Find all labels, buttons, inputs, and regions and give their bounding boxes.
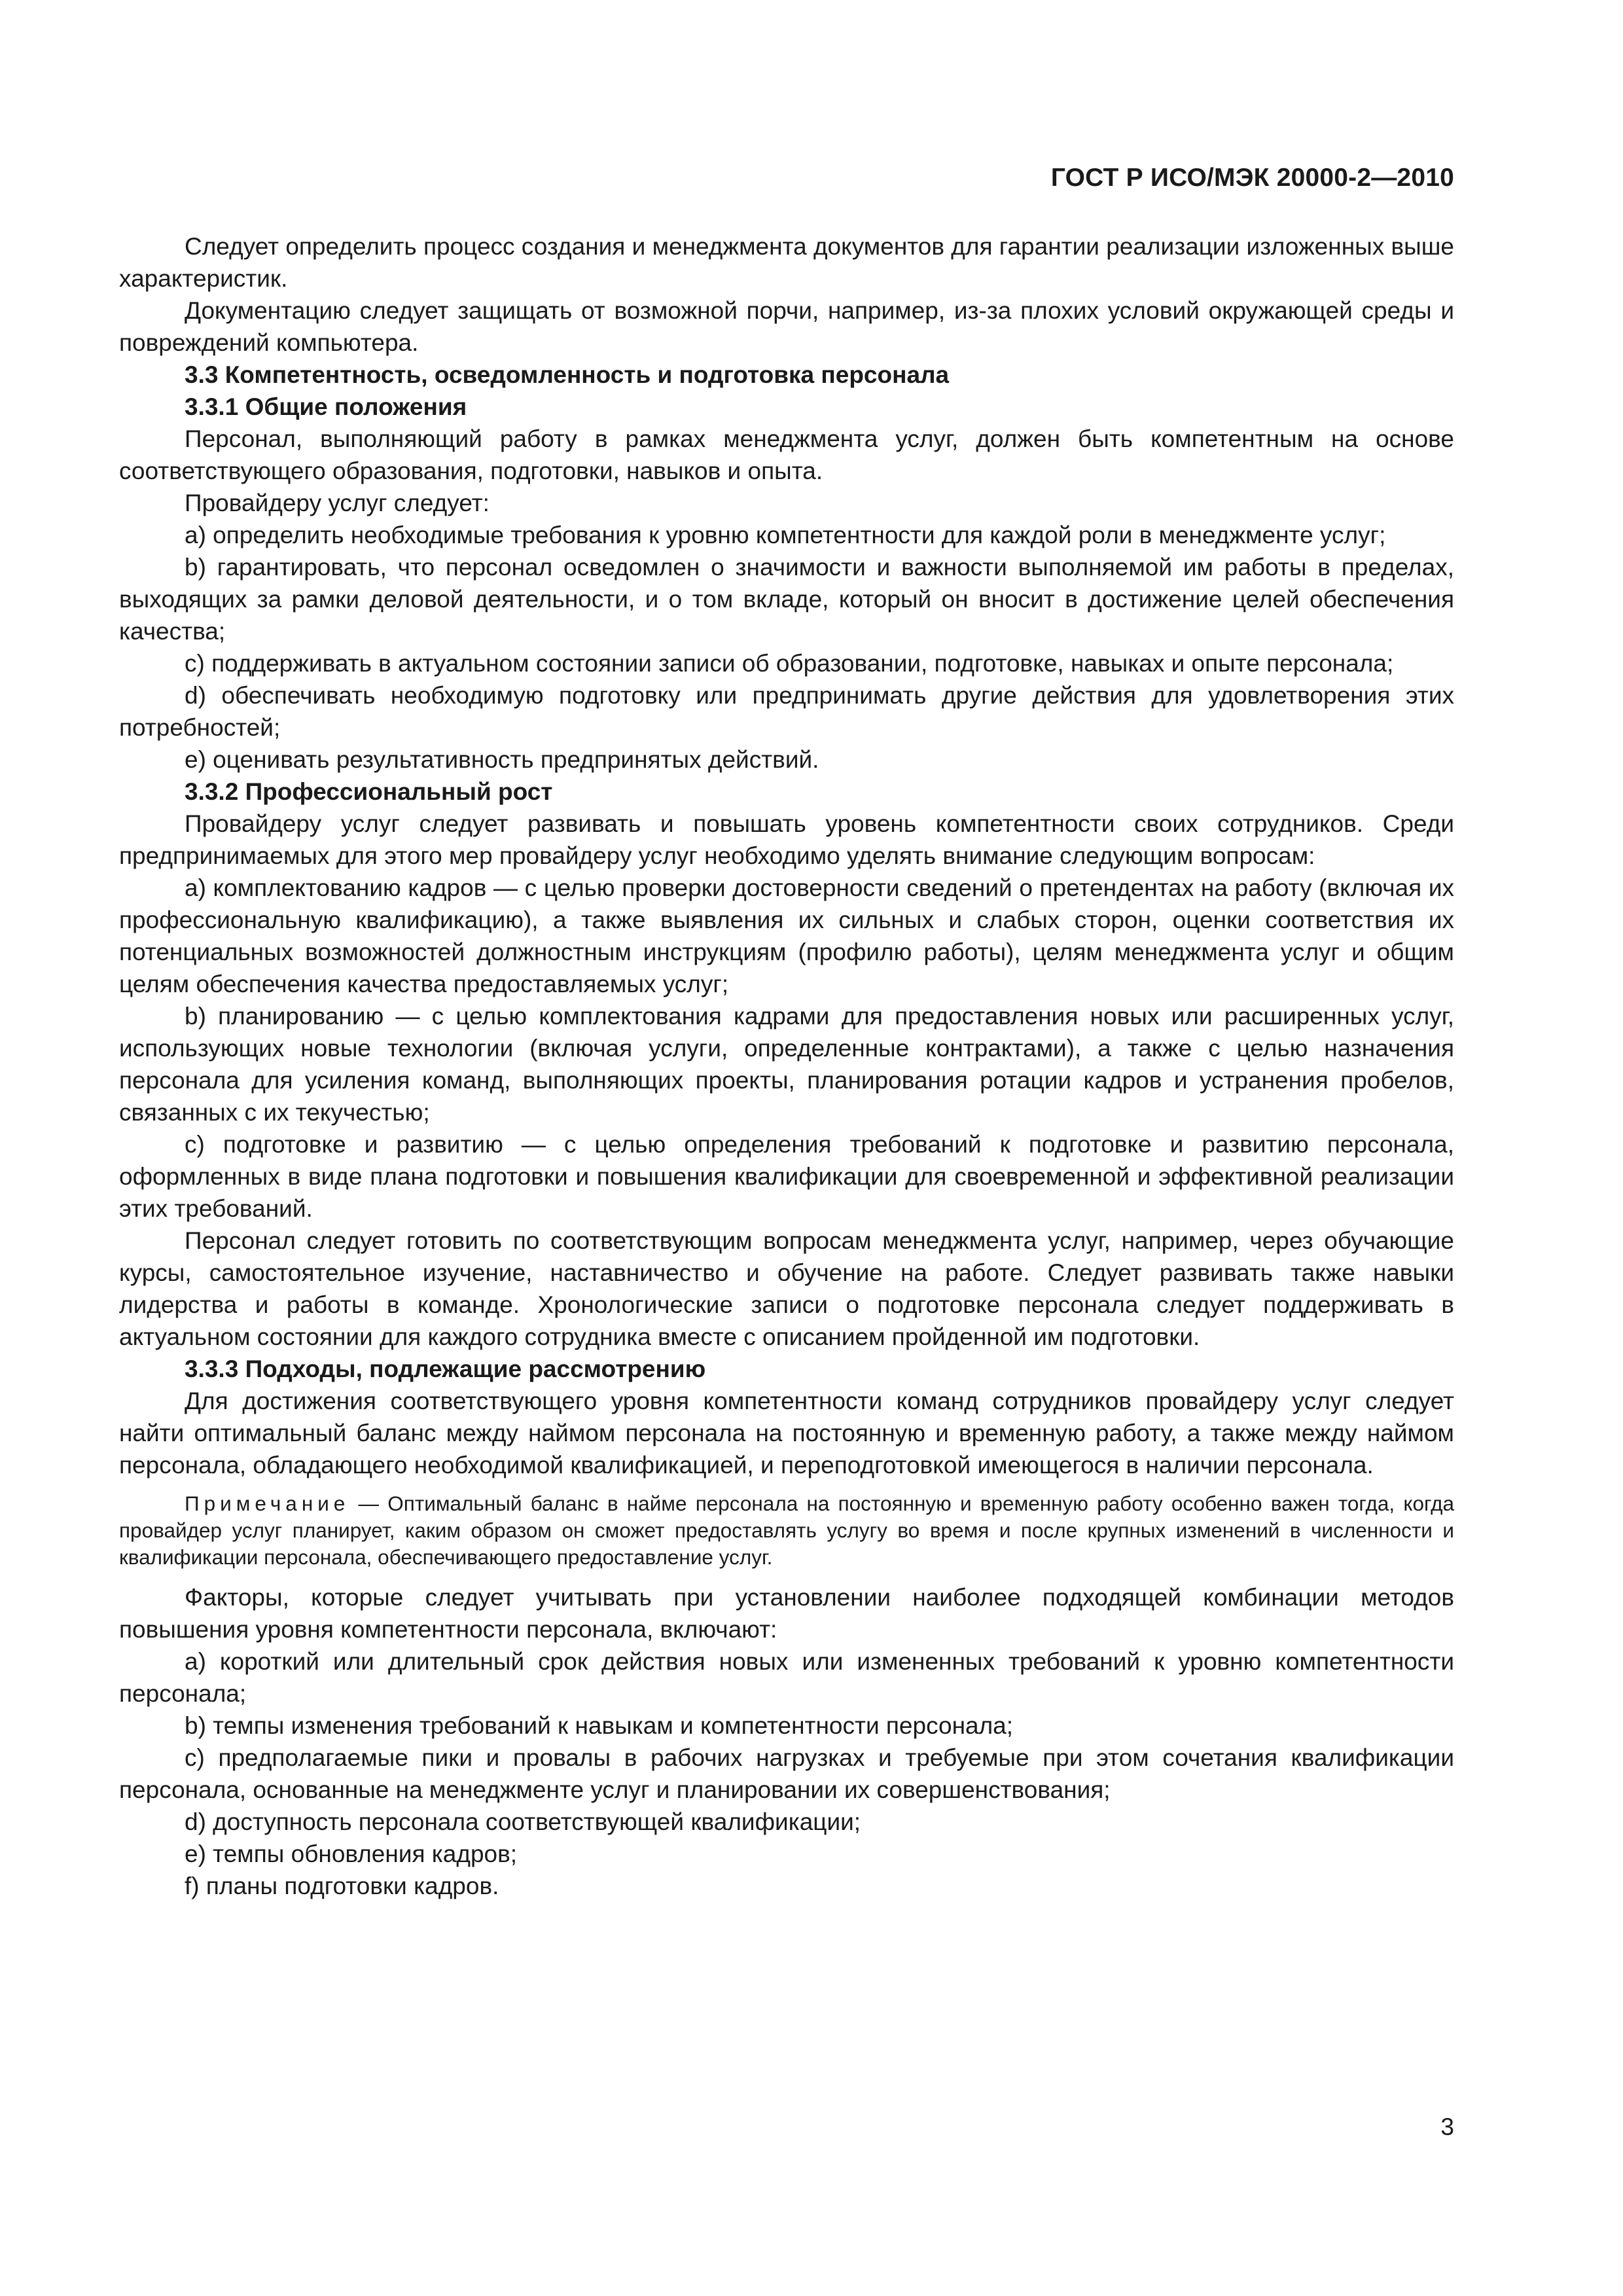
section-heading-3-3-1: 3.3.1 Общие положения — [185, 393, 467, 420]
section-heading-3-3: 3.3 Компетентность, осведомленность и подготовка персонала — [185, 361, 950, 388]
note-block — [119, 1490, 1454, 1571]
section-heading-3-3-3: 3.3.3 Подходы, подлежащие рассмотрению — [185, 1355, 706, 1382]
list-item: b) планированию — с целью комплектования кадрами для предоставления новых или расширенных услуг, использующих новые технологии (включая услуги, определенные контрактами), а также с целью назначения персонала для усиления команд, выполняющих проекты, планирования ротации кадров и устранения пробелов, связанных с их текучестью; — [119, 1003, 1454, 1126]
page-number: 3 — [1440, 2113, 1454, 2140]
list-item: d) доступность персонала соответствующей квалификации; — [185, 1808, 861, 1835]
paragraph: Персонал, выполняющий работу в рамках менеджмента услуг, должен быть компетентным на основе соответствующего образования, подготовки, навыков и опыта. — [119, 425, 1454, 484]
list-item: e) темпы обновления кадров; — [185, 1840, 518, 1867]
paragraph: Персонал следует готовить по соответствующим вопросам менеджмента услуг, например, через обучающие курсы, самостоятельное изучение, наставничество и обучение на работе. Следует развивать также навыки лидерства и работы в команде. Хронологические записи о подготовке персонала следует поддерживать в актуальном состоянии для каждого сотрудника вместе с описанием пройденной им подготовки. — [119, 1227, 1454, 1350]
list-item: f) планы подготовки кадров. — [185, 1873, 499, 1899]
paragraph: Провайдеру услуг следует: — [185, 490, 490, 516]
list-item: c) предполагаемые пики и провалы в рабочих нагрузках и требуемые при этом сочетания квалификации персонала, основанные на менеджменте услуг и планировании их совершенствования; — [119, 1744, 1454, 1803]
list-item: b) темпы изменения требований к навыкам и компетентности персонала; — [185, 1712, 1014, 1739]
document-page — [119, 0, 1454, 2296]
list-item: b) гарантировать, что персонал осведомлен о значимости и важности выполняемой им работы в пределах, выходящих за рамки деловой деятельности, и о том вкладе, который он вносит в достижение целей обеспечения качества; — [119, 554, 1454, 645]
paragraph: Факторы, которые следует учитывать при установлении наиболее подходящей комбинации методов повышения уровня компетентности персонала, включают: — [119, 1584, 1454, 1643]
document-code-header: ГОСТ Р ИСО/МЭК 20000-2—2010 — [1050, 164, 1454, 192]
section-heading-3-3-2: 3.3.2 Профессиональный рост — [185, 778, 553, 805]
note-text: — Оптимальный баланс в найме персонала на постоянную и временную работу особенно важен тогда, когда провайдер услуг планирует, каким образом он сможет предоставлять услугу во время и после крупных изменений в численности и квалификации персонала, обеспечивающего предоставление услуг. — [119, 1492, 1454, 1569]
list-item: e) оценивать результативность предпринятых действий. — [185, 746, 819, 773]
list-item: c) подготовке и развитию — с целью определения требований к подготовке и развитию персонала, оформленных в виде плана подготовки и повышения квалификации для своевременной и эффективной реализации этих требований. — [119, 1131, 1454, 1222]
document-body — [119, 230, 1454, 1902]
list-item: c) поддерживать в актуальном состоянии записи об образовании, подготовке, навыках и опыте персонала; — [185, 650, 1394, 677]
list-item: a) короткий или длительный срок действия новых или измененных требований к уровню компетентности персонала; — [119, 1648, 1454, 1707]
paragraph: Провайдеру услуг следует развивать и повышать уровень компетентности своих сотрудников. Среди предпринимаемых для этого мер провайдеру услуг необходимо уделять внимание следующим вопросам: — [119, 810, 1454, 869]
paragraph: Следует определить процесс создания и менеджмента документов для гарантии реализации изложенных выше характеристик. — [119, 233, 1455, 292]
list-item: a) комплектованию кадров — с целью проверки достоверности сведений о претендентах на работу (включая их профессиональную квалификацию), а также выявления их сильных и слабых сторон, оценки соответствия их потенциальных возможностей должностным инструкциям (профилю работы), целям менеджмента услуг и общим целям обеспечения качества предоставляемых услуг; — [119, 874, 1454, 997]
note-label: Примечание — [185, 1492, 350, 1515]
list-item: a) определить необходимые требования к уровню компетентности для каждой роли в менеджменте услуг; — [185, 522, 1386, 548]
paragraph: Для достижения соответствующего уровня компетентности команд сотрудников провайдеру услуг следует найти оптимальный баланс между наймом персонала на постоянную и временную работу, а также между наймом персонала, обладающего необходимой квалификацией, и переподготовкой имеющегося в наличии персонала. — [119, 1388, 1454, 1479]
paragraph: Документацию следует защищать от возможной порчи, например, из-за плохих условий окружающей среды и повреждений компьютера. — [119, 297, 1454, 356]
list-item: d) обеспечивать необходимую подготовку или предпринимать другие действия для удовлетворения этих потребностей; — [119, 682, 1454, 741]
